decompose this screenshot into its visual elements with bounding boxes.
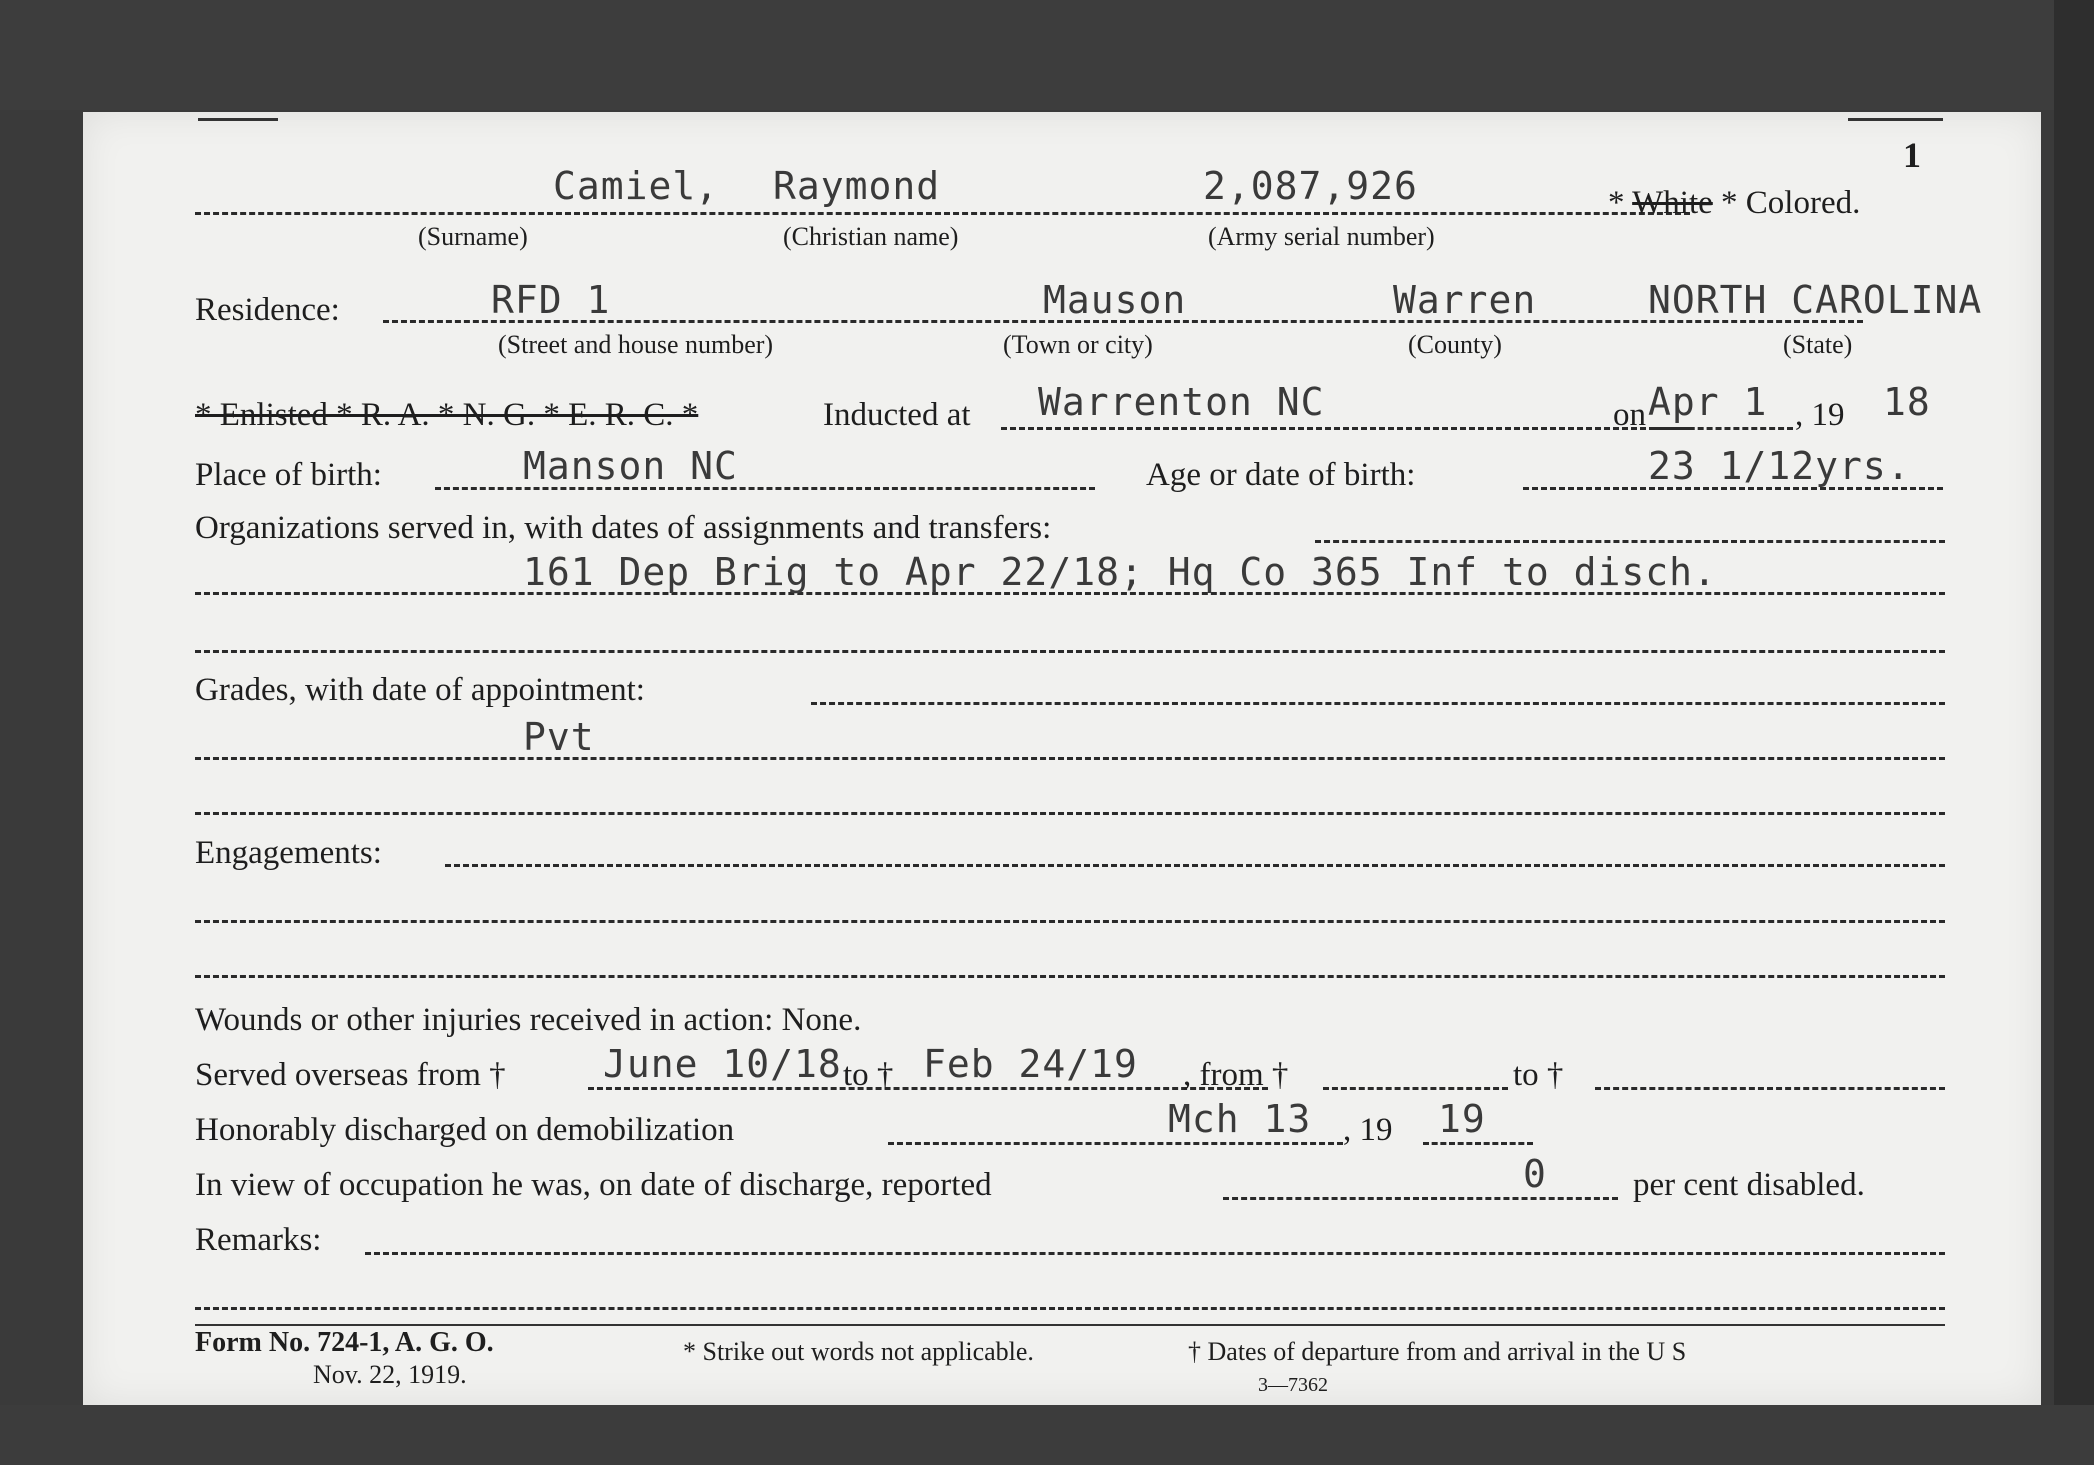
birthplace-value: Manson NC [523, 444, 738, 488]
birthplace-label: Place of birth: [195, 457, 382, 493]
form-date: Nov. 22, 1919. [313, 1360, 467, 1389]
christian-name-value: Raymond [773, 164, 941, 208]
surname-value: Camiel [553, 164, 697, 208]
inducted-date-line [1653, 427, 1793, 430]
discharge-date-value: Mch 13 [1168, 1097, 1312, 1141]
on-label: on [1613, 397, 1646, 433]
name-line [195, 212, 1690, 215]
grades-label: Grades, with date of appointment: [195, 672, 645, 708]
christian-name-label: (Christian name) [783, 222, 959, 251]
overseas-from2-label: , from † [1183, 1057, 1289, 1093]
engagements-line-3 [195, 975, 1945, 978]
discharge-year-value: 19 [1438, 1097, 1486, 1141]
inducted-place-value: Warrenton NC [1038, 380, 1325, 424]
race-prefix: * [1608, 185, 1633, 221]
occupation-label: In view of occupation he was, on date of discharge, reported [195, 1167, 992, 1203]
serial-number-label: (Army serial number) [1208, 222, 1435, 251]
name-separator: , [695, 164, 719, 208]
town-label: (Town or city) [1003, 330, 1153, 359]
footnote-strike: * Strike out words not applicable. [683, 1337, 1034, 1366]
organizations-label: Organizations served in, with dates of assignments and transfers: [195, 510, 1052, 546]
discharge-label: Honorably discharged on demobilization [195, 1112, 735, 1148]
overseas-to2-label: to † [1513, 1057, 1564, 1093]
disabled-value: 0 [1523, 1152, 1547, 1196]
enlistment-options-struck: * Enlisted * R. A. * N. G. * E. R. C. * [195, 397, 699, 433]
county-value: Warren [1393, 278, 1537, 322]
grades-line-2 [195, 757, 1945, 760]
disabled-line [1223, 1197, 1618, 1200]
organizations-line-3 [195, 650, 1945, 653]
overseas-from2-line [1323, 1087, 1508, 1090]
race-colored: * Colored. [1712, 185, 1861, 221]
wounds-label: Wounds or other injuries received in action: None. [195, 1002, 862, 1038]
discharge-line [888, 1142, 1343, 1145]
discharge-year-prefix: , 19 [1343, 1112, 1393, 1148]
age-value: 23 1/12yrs. [1648, 444, 1911, 488]
race-white-struck: White [1632, 185, 1713, 221]
disabled-label: per cent disabled. [1633, 1167, 1865, 1203]
engagements-line-2 [195, 920, 1945, 923]
grade-value: Pvt [523, 715, 595, 759]
engagements-line-1 [445, 864, 1945, 867]
residence-label: Residence: [195, 292, 340, 328]
age-label: Age or date of birth: [1146, 457, 1416, 493]
service-record-card [83, 112, 2041, 1405]
footer-rule [195, 1324, 1945, 1326]
top-left-mark [198, 118, 278, 121]
inducted-label: Inducted at [823, 397, 971, 433]
overseas-from-value: June 10/18 [603, 1042, 842, 1086]
overseas-label: Served overseas from † [195, 1057, 506, 1093]
organizations-value: 161 Dep Brig to Apr 22/18; Hq Co 365 Inf to disch. [523, 550, 1717, 594]
page-number: 1 [1903, 135, 1921, 175]
grades-line-3 [195, 812, 1945, 815]
state-value: NORTH CAROLINA [1648, 278, 1983, 322]
scan-background-right [2054, 0, 2094, 1465]
organizations-line-1 [1315, 540, 1945, 543]
overseas-to-label: to † [843, 1057, 894, 1093]
remarks-line-2 [195, 1307, 1945, 1310]
surname-label: (Surname) [418, 222, 528, 251]
scan-background-top [0, 0, 2094, 110]
street-label: (Street and house number) [498, 330, 774, 359]
inducted-date-value: Apr 1 [1648, 380, 1768, 424]
top-right-mark [1848, 118, 1943, 121]
grades-line-1 [811, 702, 1945, 705]
state-label: (State) [1783, 330, 1853, 359]
remarks-line-1 [365, 1252, 1945, 1255]
remarks-label: Remarks: [195, 1222, 322, 1258]
overseas-to-value: Feb 24/19 [923, 1042, 1138, 1086]
overseas-to2-line [1595, 1087, 1945, 1090]
footnote-dates: † Dates of departure from and arrival in the U S [1188, 1337, 1687, 1366]
scan-background-bottom [0, 1405, 2094, 1465]
overseas-line [588, 1087, 1268, 1090]
race-field [1608, 185, 1860, 222]
print-code: 3—7362 [1258, 1374, 1328, 1396]
serial-number-value: 2,087,926 [1203, 164, 1418, 208]
county-label: (County) [1408, 330, 1502, 359]
inducted-year-prefix: , 19 [1795, 397, 1845, 433]
form-number: Form No. 724-1, A. G. O. [195, 1327, 494, 1358]
discharge-year-line [1423, 1142, 1533, 1145]
engagements-label: Engagements: [195, 835, 382, 871]
inducted-year-value: 18 [1883, 380, 1931, 424]
street-value: RFD 1 [491, 278, 611, 322]
inducted-line [1001, 427, 1691, 430]
town-value: Mauson [1043, 278, 1187, 322]
